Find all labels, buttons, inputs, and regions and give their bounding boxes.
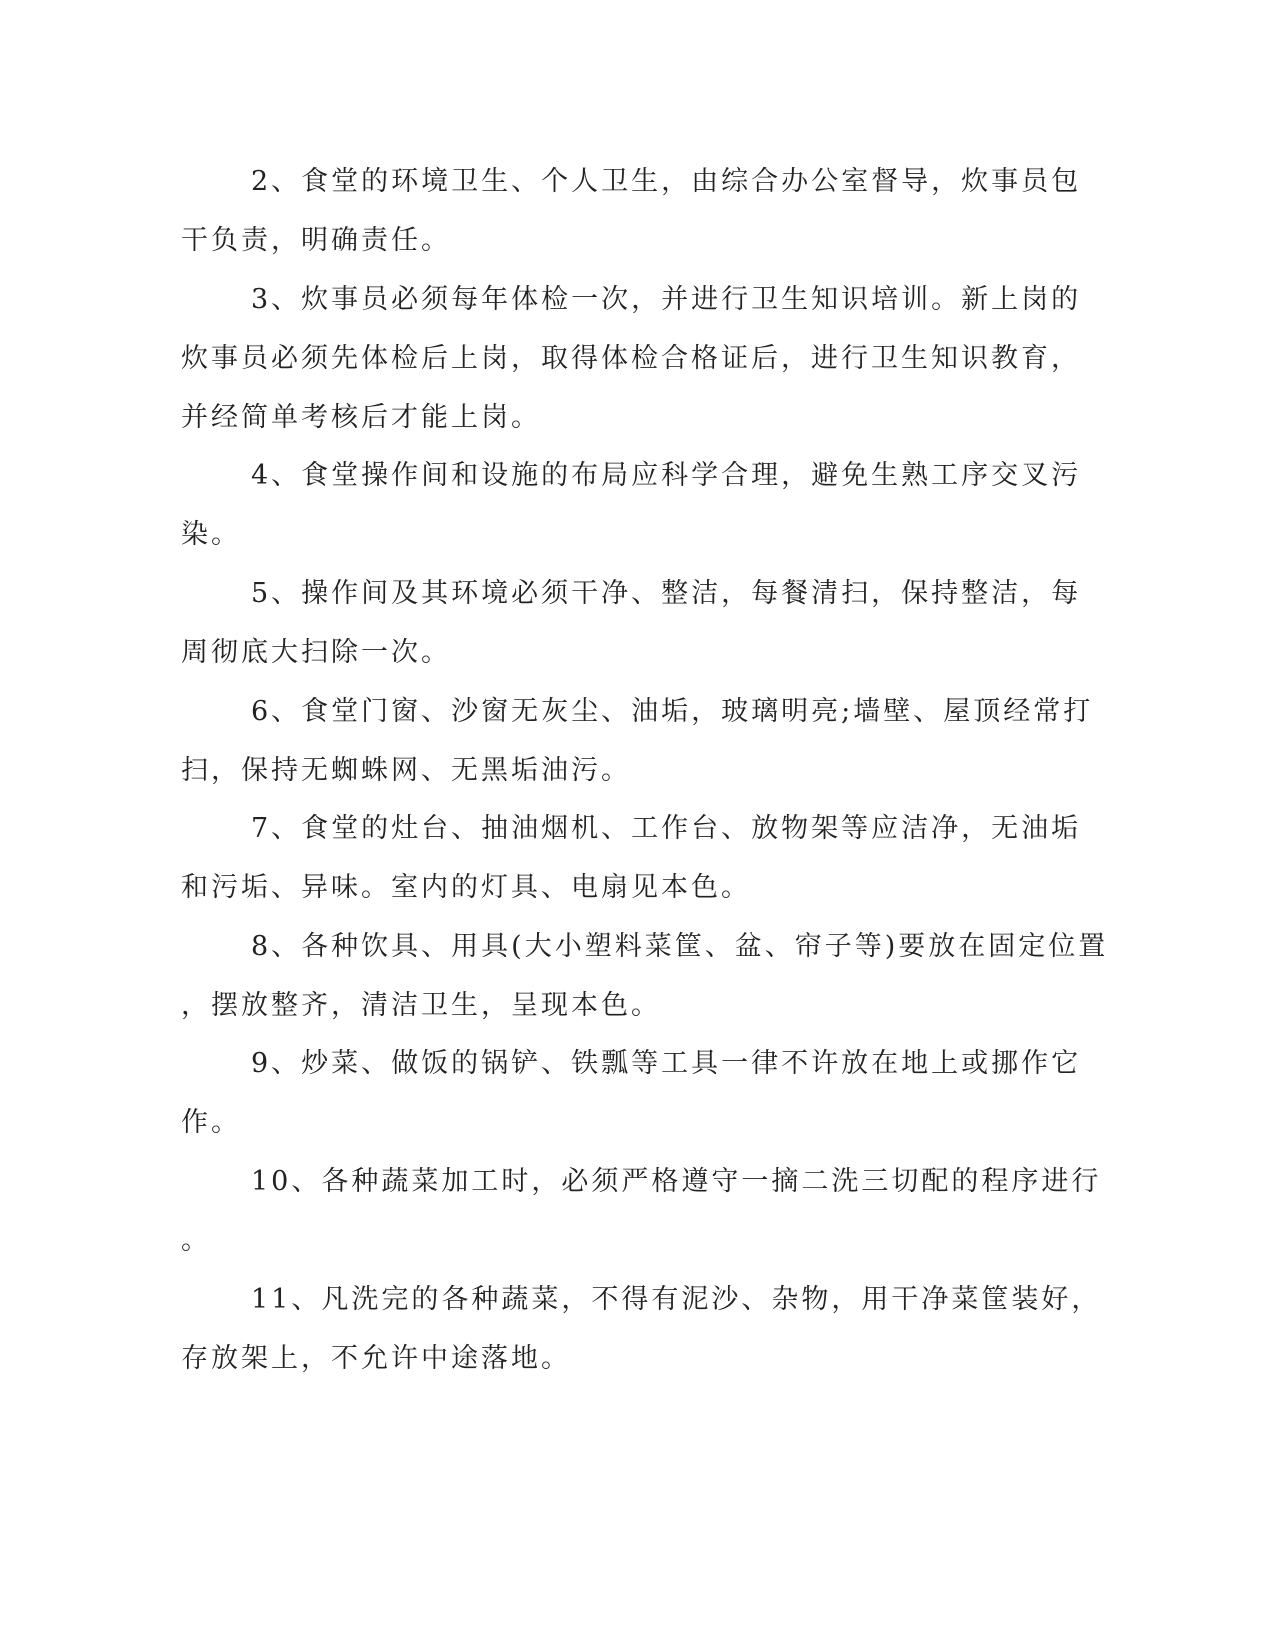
paragraph-line: 和污垢、异味。室内的灯具、电扇见本色。 — [181, 872, 751, 903]
paragraph-8 — [181, 917, 1109, 1035]
paragraph-line: 扫，保持无蜘蛛网、无黑垢油污。 — [181, 755, 631, 786]
paragraph-line: 6、食堂门窗、沙窗无灰尘、油垢，玻璃明亮;墙壁、屋顶经常打 — [251, 696, 1094, 727]
paragraph-3 — [181, 270, 1082, 447]
paragraph-7 — [181, 799, 1082, 917]
paragraph-11 — [181, 1270, 1102, 1388]
paragraph-line: 9、炒菜、做饭的锅铲、铁瓢等工具一律不许放在地上或挪作它 — [251, 1048, 1082, 1079]
paragraph-10 — [181, 1152, 1102, 1270]
paragraph-line: 并经简单考核后才能上岗。 — [181, 402, 541, 433]
paragraph-line: 存放架上，不允许中途落地。 — [181, 1343, 571, 1374]
paragraph-line: 8、各种饮具、用具(大小塑料菜筐、盆、帘子等)要放在固定位置 — [251, 931, 1109, 962]
paragraph-6 — [181, 682, 1094, 800]
paragraph-line: 作。 — [181, 1107, 241, 1138]
paragraph-2 — [181, 152, 1082, 270]
paragraph-9 — [181, 1034, 1082, 1152]
paragraph-line: ，摆放整齐，清洁卫生，呈现本色。 — [181, 990, 661, 1021]
paragraph-line: 5、操作间及其环境必须干净、整洁，每餐清扫，保持整洁，每 — [251, 578, 1082, 609]
paragraph-line: 7、食堂的灶台、抽油烟机、工作台、放物架等应洁净，无油垢 — [251, 813, 1082, 844]
paragraph-line: 。 — [181, 1225, 211, 1256]
paragraph-line: 干负责，明确责任。 — [181, 225, 451, 256]
paragraph-line: 4、食堂操作间和设施的布局应科学合理，避免生熟工序交叉污 — [251, 460, 1082, 491]
paragraph-line: 周彻底大扫除一次。 — [181, 637, 451, 668]
paragraph-4 — [181, 446, 1082, 564]
paragraph-5 — [181, 564, 1082, 682]
paragraph-line: 3、炊事员必须每年体检一次，并进行卫生知识培训。新上岗的 — [251, 284, 1082, 315]
paragraph-line: 染。 — [181, 519, 241, 550]
paragraph-line: 炊事员必须先体检后上岗，取得体检合格证后，进行卫生知识教育， — [181, 343, 1081, 374]
paragraph-line: 2、食堂的环境卫生、个人卫生，由综合办公室督导，炊事员包 — [251, 166, 1082, 197]
paragraph-line: 11、凡洗完的各种蔬菜，不得有泥沙、杂物，用干净菜筐装好， — [251, 1284, 1102, 1315]
paragraph-line: 10、各种蔬菜加工时，必须严格遵守一摘二洗三切配的程序进行 — [251, 1166, 1102, 1197]
